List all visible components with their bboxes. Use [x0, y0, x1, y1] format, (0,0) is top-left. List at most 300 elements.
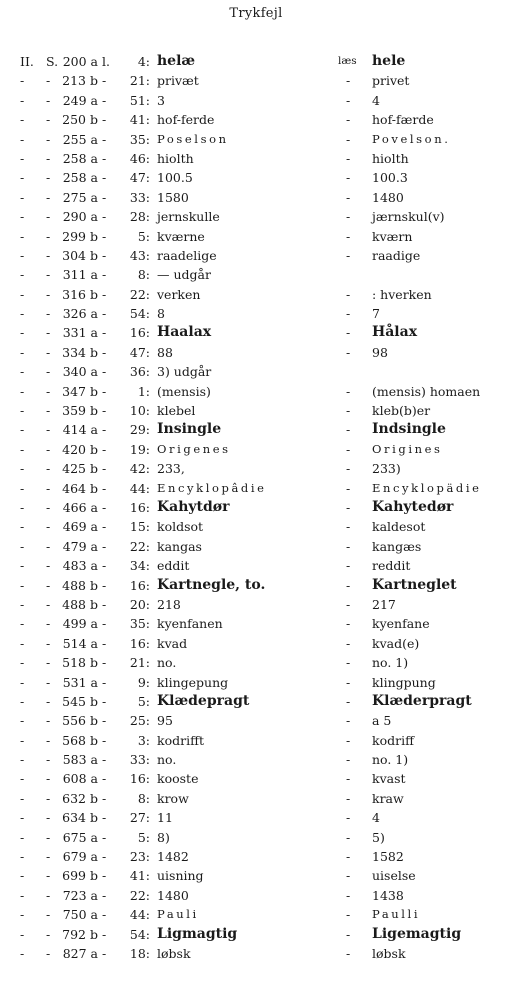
- volume-marker: -: [20, 771, 25, 787]
- corrected-text: Kahytedør: [372, 498, 454, 515]
- erroneous-text: Klædepragt: [157, 692, 250, 709]
- line-dash: -: [102, 150, 107, 166]
- errata-row: [0, 265, 512, 284]
- volume-marker: -: [20, 499, 25, 515]
- errata-row: [0, 52, 512, 71]
- page-number: 827 a: [62, 945, 98, 961]
- page-number: 275 a: [62, 189, 98, 205]
- erroneous-text: 95: [157, 713, 173, 729]
- line-number: 20:: [129, 596, 150, 612]
- line-dash: -: [102, 907, 107, 923]
- line-number: 33:: [129, 752, 150, 768]
- page-abbr-marker: -: [46, 499, 51, 515]
- line-dash: -: [102, 286, 107, 302]
- line-number: 4:: [137, 54, 150, 69]
- line-number: 23:: [129, 849, 150, 865]
- volume-marker: -: [20, 364, 25, 380]
- line-dash: -: [102, 635, 107, 651]
- line-dash: -: [102, 596, 107, 612]
- page-abbr-marker: -: [46, 771, 51, 787]
- volume-marker: -: [20, 480, 25, 496]
- erroneous-text: Encyklopâdie: [157, 480, 267, 495]
- errata-row: [0, 769, 512, 788]
- erroneous-text: Insingle: [157, 421, 222, 438]
- corrected-text: reddit: [372, 558, 411, 574]
- page-abbr-marker: S.: [46, 54, 59, 69]
- errata-row: [0, 323, 512, 342]
- page-abbr-marker: -: [46, 480, 51, 496]
- line-number: 16:: [129, 771, 150, 787]
- corrected-text: 4: [372, 810, 380, 826]
- errata-row: [0, 479, 512, 498]
- erroneous-text: — udgår: [157, 267, 211, 283]
- errata-row: [0, 731, 512, 750]
- page-abbr-marker: -: [46, 150, 51, 166]
- page-abbr-marker: -: [46, 364, 51, 380]
- volume-marker: -: [20, 344, 25, 360]
- read-dash: -: [346, 170, 351, 186]
- read-dash: -: [346, 771, 351, 787]
- erroneous-text: Origenes: [157, 441, 231, 456]
- errata-row: [0, 925, 512, 944]
- erroneous-text: verken: [157, 286, 201, 302]
- page-abbr-marker: -: [46, 693, 51, 709]
- line-dash: -: [102, 926, 107, 942]
- line-number: 46:: [129, 150, 150, 166]
- corrected-text: Hålax: [372, 324, 418, 341]
- erroneous-text: hof-ferde: [157, 112, 215, 128]
- volume-marker: -: [20, 383, 25, 399]
- page-number: 466 a: [62, 499, 98, 515]
- erroneous-text: Poselson: [157, 131, 229, 146]
- read-dash: -: [346, 810, 351, 826]
- erroneous-text: 1580: [157, 189, 189, 205]
- line-number: 18:: [129, 945, 150, 961]
- page-abbr-marker: -: [46, 441, 51, 457]
- errata-row: [0, 711, 512, 730]
- line-number: 44:: [129, 480, 150, 496]
- errata-row: [0, 246, 512, 265]
- erroneous-text: raadelige: [157, 247, 217, 263]
- page-number: 723 a: [62, 887, 98, 903]
- corrected-text: no. 1): [372, 655, 409, 671]
- page-abbr-marker: -: [46, 209, 51, 225]
- line-dash: -: [102, 441, 107, 457]
- erroneous-text: 3) udgår: [157, 364, 212, 380]
- errata-row: [0, 227, 512, 246]
- errata-row: [0, 576, 512, 595]
- line-number: 54:: [129, 306, 150, 322]
- page-number: 290 a: [62, 209, 98, 225]
- page-abbr-marker: -: [46, 403, 51, 419]
- corrected-text: 217: [372, 596, 396, 612]
- line-number: 25:: [129, 713, 150, 729]
- line-dash: -: [102, 829, 107, 845]
- line-number: 3:: [137, 732, 150, 748]
- page-abbr-marker: -: [46, 887, 51, 903]
- corrected-text: Encyklopädie: [372, 480, 482, 495]
- erroneous-text: 11: [157, 810, 173, 826]
- read-dash: -: [346, 403, 351, 419]
- volume-marker: -: [20, 558, 25, 574]
- line-number: 29:: [129, 422, 150, 438]
- page-number: 634 b: [62, 810, 98, 826]
- page-number: 311 a: [62, 267, 98, 283]
- page-number: 340 a: [62, 364, 98, 380]
- page-number: 425 b: [62, 461, 98, 477]
- errata-row: [0, 207, 512, 226]
- volume-marker: -: [20, 131, 25, 147]
- errata-row: [0, 866, 512, 885]
- page-abbr-marker: -: [46, 461, 51, 477]
- erroneous-text: kodrifft: [157, 732, 204, 748]
- read-dash: -: [346, 945, 351, 961]
- volume-marker: -: [20, 693, 25, 709]
- line-dash: -: [102, 92, 107, 108]
- read-dash: -: [346, 92, 351, 108]
- line-number: 5:: [137, 228, 150, 244]
- read-dash: -: [346, 112, 351, 128]
- read-dash: -: [346, 461, 351, 477]
- page-abbr-marker: -: [46, 286, 51, 302]
- line-number: 27:: [129, 810, 150, 826]
- corrected-text: Indsingle: [372, 421, 446, 438]
- erroneous-text: Kahytdør: [157, 498, 230, 515]
- volume-marker: -: [20, 926, 25, 942]
- erroneous-text: klingepung: [157, 674, 229, 690]
- errata-row: [0, 420, 512, 439]
- errata-row: [0, 634, 512, 653]
- read-dash: -: [346, 189, 351, 205]
- volume-marker: -: [20, 228, 25, 244]
- volume-marker: -: [20, 247, 25, 263]
- line-dash: -: [102, 693, 107, 709]
- line-dash: -: [102, 674, 107, 690]
- page-number: 359 b: [62, 403, 98, 419]
- page-abbr-marker: -: [46, 655, 51, 671]
- errata-row: [0, 808, 512, 827]
- line-number: 51:: [129, 92, 150, 108]
- erroneous-text: kyenfanen: [157, 616, 223, 632]
- line-number: 44:: [129, 907, 150, 923]
- errata-row: [0, 692, 512, 711]
- read-label: læs: [338, 55, 357, 67]
- page-number: 464 b: [62, 480, 98, 496]
- errata-row: [0, 401, 512, 420]
- read-dash: -: [346, 693, 351, 709]
- page-number: 488 b: [62, 577, 98, 593]
- volume-marker: -: [20, 267, 25, 283]
- page-abbr-marker: -: [46, 131, 51, 147]
- line-dash: -: [102, 267, 107, 283]
- read-dash: -: [346, 480, 351, 496]
- corrected-text: 5): [372, 829, 385, 845]
- errata-row: [0, 440, 512, 459]
- errata-row: [0, 556, 512, 575]
- read-dash: -: [346, 752, 351, 768]
- erroneous-text: 8: [157, 306, 165, 322]
- read-dash: -: [346, 849, 351, 865]
- corrected-text: 233): [372, 461, 401, 477]
- erroneous-text: krow: [157, 790, 189, 806]
- line-dash: -: [102, 364, 107, 380]
- line-dash: -: [102, 538, 107, 554]
- read-dash: -: [346, 635, 351, 651]
- read-dash: -: [346, 655, 351, 671]
- corrected-text: raadige: [372, 247, 421, 263]
- corrected-text: 7: [372, 306, 380, 322]
- line-number: 43:: [129, 247, 150, 263]
- page-number: 420 b: [62, 441, 98, 457]
- line-number: 47:: [129, 344, 150, 360]
- volume-marker: -: [20, 887, 25, 903]
- corrected-text: kodriff: [372, 732, 414, 748]
- page-abbr-marker: -: [46, 713, 51, 729]
- line-number: 36:: [129, 364, 150, 380]
- page-number: 479 a: [62, 538, 98, 554]
- erroneous-text: eddit: [157, 558, 190, 574]
- errata-row: [0, 382, 512, 401]
- read-dash: -: [346, 519, 351, 535]
- volume-marker: -: [20, 635, 25, 651]
- errata-row: [0, 130, 512, 149]
- page-number: 792 b: [62, 926, 98, 942]
- errata-row: [0, 304, 512, 323]
- erroneous-text: Haalax: [157, 324, 212, 341]
- corrected-text: kaldesot: [372, 519, 426, 535]
- line-dash: -: [102, 228, 107, 244]
- line-number: 5:: [137, 829, 150, 845]
- line-number: 10:: [129, 403, 150, 419]
- volume-marker: -: [20, 325, 25, 341]
- read-dash: -: [346, 887, 351, 903]
- page-abbr-marker: -: [46, 558, 51, 574]
- line-number: 9:: [137, 674, 150, 690]
- read-dash: -: [346, 907, 351, 923]
- line-number: 33:: [129, 189, 150, 205]
- line-dash: -: [102, 868, 107, 884]
- errata-row: [0, 595, 512, 614]
- corrected-text: no. 1): [372, 752, 409, 768]
- page-abbr-marker: -: [46, 383, 51, 399]
- read-dash: -: [346, 558, 351, 574]
- volume-marker: -: [20, 112, 25, 128]
- erroneous-text: jernskulle: [157, 209, 220, 225]
- volume-marker: -: [20, 286, 25, 302]
- page-number: 679 a: [62, 849, 98, 865]
- erroneous-text: 218: [157, 596, 181, 612]
- volume-marker: -: [20, 403, 25, 419]
- line-dash: -: [102, 422, 107, 438]
- read-dash: -: [346, 829, 351, 845]
- page-number: 213 b: [62, 73, 98, 89]
- page-number: 556 b: [62, 713, 98, 729]
- line-number: 16:: [129, 577, 150, 593]
- corrected-text: Povelson.: [372, 131, 451, 146]
- corrected-text: 98: [372, 344, 388, 360]
- page-abbr-marker: -: [46, 577, 51, 593]
- line-number: 47:: [129, 170, 150, 186]
- erroneous-text: kooste: [157, 771, 199, 787]
- erroneous-text: 1482: [157, 849, 189, 865]
- corrected-text: privet: [372, 73, 410, 89]
- corrected-text: kleb(b)er: [372, 403, 431, 419]
- page-number: 483 a: [62, 558, 98, 574]
- erroneous-text: klebel: [157, 403, 196, 419]
- page-number: 488 b: [62, 596, 98, 612]
- read-dash: -: [346, 499, 351, 515]
- read-dash: -: [346, 577, 351, 593]
- page-abbr-marker: -: [46, 674, 51, 690]
- corrected-text: jærnskul(v): [372, 209, 445, 225]
- page-number: 347 b: [62, 383, 98, 399]
- page-abbr-marker: -: [46, 926, 51, 942]
- page-number: 514 a: [62, 635, 98, 651]
- line-dash: -: [102, 170, 107, 186]
- page-abbr-marker: -: [46, 849, 51, 865]
- line-number: 41:: [129, 112, 150, 128]
- page-abbr-marker: -: [46, 344, 51, 360]
- volume-marker: -: [20, 907, 25, 923]
- errata-row: [0, 71, 512, 90]
- line-dash: -: [102, 752, 107, 768]
- page-number: 200 a: [62, 54, 98, 69]
- page-abbr-marker: -: [46, 810, 51, 826]
- corrected-text: klingpung: [372, 674, 436, 690]
- line-dash: -: [102, 810, 107, 826]
- page-number: 250 b: [62, 112, 98, 128]
- page-abbr-marker: -: [46, 635, 51, 651]
- corrected-text: : hverken: [372, 286, 432, 302]
- corrected-text: løbsk: [372, 945, 406, 961]
- page-abbr-marker: -: [46, 112, 51, 128]
- line-number: 28:: [129, 209, 150, 225]
- line-dash: -: [102, 655, 107, 671]
- errata-row: [0, 944, 512, 963]
- page-abbr-marker: -: [46, 189, 51, 205]
- line-number: 42:: [129, 461, 150, 477]
- line-number: 34:: [129, 558, 150, 574]
- volume-marker: -: [20, 829, 25, 845]
- erroneous-text: kværne: [157, 228, 205, 244]
- page-abbr-marker: -: [46, 325, 51, 341]
- read-dash: -: [346, 73, 351, 89]
- line-number: 54:: [129, 926, 150, 942]
- page-number: 326 a: [62, 306, 98, 322]
- line-number: 16:: [129, 325, 150, 341]
- line-number: 21:: [129, 73, 150, 89]
- corrected-text: Kartneglet: [372, 576, 457, 593]
- read-dash: -: [346, 674, 351, 690]
- corrected-text: kraw: [372, 790, 404, 806]
- errata-row: [0, 498, 512, 517]
- erroneous-text: Kartnegle, to.: [157, 576, 266, 593]
- volume-marker: -: [20, 810, 25, 826]
- page-abbr-marker: -: [46, 306, 51, 322]
- line-number: 5:: [137, 693, 150, 709]
- errata-row: [0, 828, 512, 847]
- read-dash: -: [346, 383, 351, 399]
- page-abbr-marker: -: [46, 752, 51, 768]
- page-number: 699 b: [62, 868, 98, 884]
- line-dash: -: [102, 519, 107, 535]
- volume-marker: -: [20, 674, 25, 690]
- page-number: 304 b: [62, 247, 98, 263]
- line-dash: -: [102, 499, 107, 515]
- page-number: 518 b: [62, 655, 98, 671]
- erroneous-text: 100.5: [157, 170, 193, 186]
- line-dash: -: [102, 480, 107, 496]
- erroneous-text: kangas: [157, 538, 202, 554]
- page-number: 331 a: [62, 325, 98, 341]
- erroneous-text: uisning: [157, 868, 204, 884]
- line-dash: -: [102, 577, 107, 593]
- errata-row: [0, 614, 512, 633]
- line-number: 22:: [129, 538, 150, 554]
- erroneous-text: løbsk: [157, 945, 191, 961]
- errata-row: [0, 789, 512, 808]
- read-dash: -: [346, 209, 351, 225]
- corrected-text: kvad(e): [372, 635, 420, 651]
- read-dash: -: [346, 344, 351, 360]
- line-number: 35:: [129, 131, 150, 147]
- corrected-text: 1582: [372, 849, 404, 865]
- corrected-text: Klæderpragt: [372, 692, 472, 709]
- line-dash: -: [102, 558, 107, 574]
- volume-marker: -: [20, 577, 25, 593]
- erroneous-text: no.: [157, 655, 177, 671]
- line-dash: -: [102, 616, 107, 632]
- corrected-text: 4: [372, 92, 380, 108]
- page-abbr-marker: -: [46, 945, 51, 961]
- errata-row: [0, 459, 512, 478]
- volume-marker: -: [20, 538, 25, 554]
- errata-row: [0, 362, 512, 381]
- corrected-text: hele: [372, 53, 406, 69]
- volume-marker: -: [20, 945, 25, 961]
- read-dash: -: [346, 150, 351, 166]
- page-number: 334 b: [62, 344, 98, 360]
- page-number: 750 a: [62, 907, 98, 923]
- corrected-text: uiselse: [372, 868, 416, 884]
- page-abbr-marker: -: [46, 267, 51, 283]
- line-dash: -: [102, 73, 107, 89]
- errata-row: [0, 537, 512, 556]
- line-dash: -: [102, 403, 107, 419]
- line-dash: -: [102, 945, 107, 961]
- volume-marker: -: [20, 616, 25, 632]
- page-abbr-marker: -: [46, 616, 51, 632]
- line-number: 21:: [129, 655, 150, 671]
- erroneous-text: 8): [157, 829, 170, 845]
- corrected-text: Ligemagtig: [372, 925, 462, 942]
- corrected-text: kvast: [372, 771, 406, 787]
- page-abbr-marker: -: [46, 73, 51, 89]
- line-number: 16:: [129, 499, 150, 515]
- page-number: 316 b: [62, 286, 98, 302]
- volume-marker: -: [20, 655, 25, 671]
- erroneous-text: (mensis): [157, 383, 211, 399]
- erroneous-text: kvad: [157, 635, 188, 651]
- corrected-text: 1438: [372, 887, 404, 903]
- line-dash: -: [102, 713, 107, 729]
- volume-marker: -: [20, 849, 25, 865]
- volume-marker: -: [20, 92, 25, 108]
- line-dash: -: [102, 461, 107, 477]
- line-number: 15:: [129, 519, 150, 535]
- line-number: 19:: [129, 441, 150, 457]
- erroneous-text: no.: [157, 752, 177, 768]
